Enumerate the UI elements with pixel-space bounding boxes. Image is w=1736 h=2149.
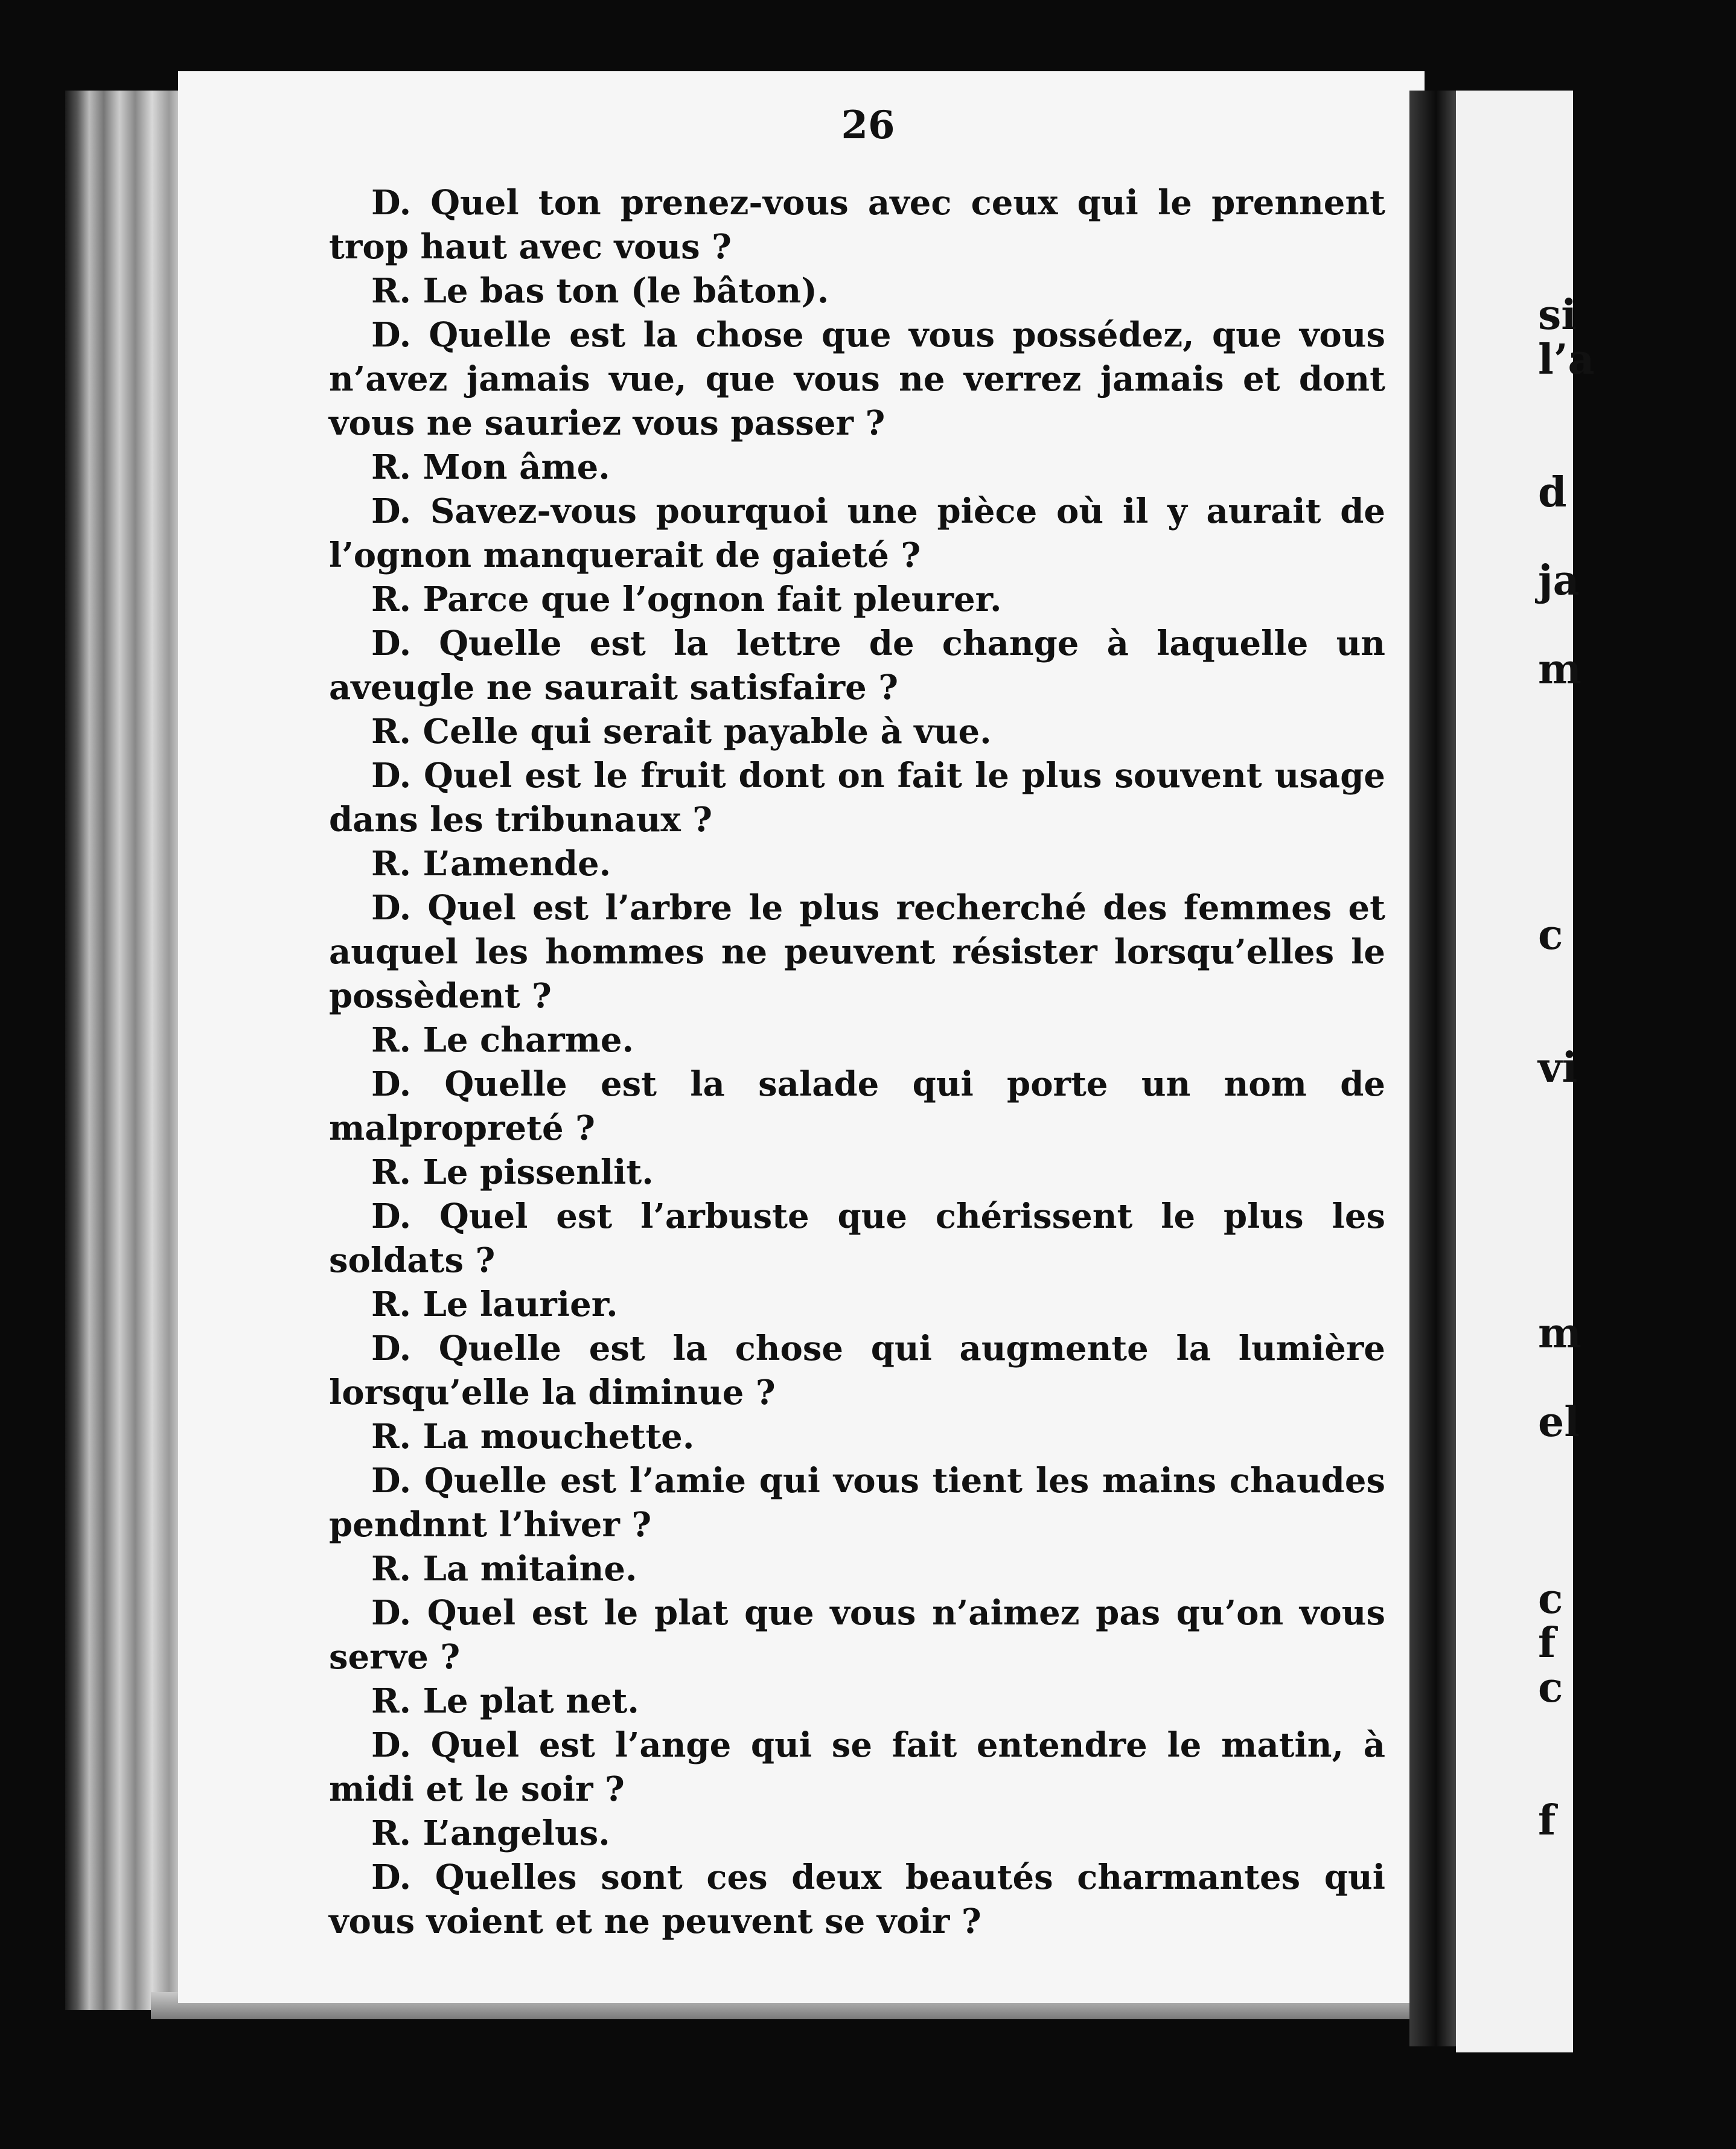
next-page-fragment: l’a: [1538, 336, 1595, 384]
question-paragraph: D. Savez-vous pourquoi une pièce où il y aurait de l’ognon manquerait de gaieté ?: [329, 491, 1385, 575]
page-number: 26: [841, 103, 895, 148]
answer-paragraph: R. L’angelus.: [371, 1813, 610, 1853]
answer-paragraph: R. La mouchette.: [371, 1417, 695, 1457]
next-page-fragment: m: [1538, 645, 1581, 694]
question-paragraph: D. Quelles sont ces deux beautés charmantes qui vous voient et ne peuvent se voir ?: [329, 1857, 1385, 1941]
next-page-fragment: f: [1538, 1619, 1556, 1667]
question-paragraph: D. Quelle est la lettre de change à laquelle un aveugle ne saurait satisfaire ?: [329, 624, 1385, 707]
question-paragraph: D. Quelle est la chose qui augmente la lumière lorsqu’elle la diminue ?: [329, 1329, 1385, 1413]
answer-paragraph: R. Le plat net.: [371, 1681, 639, 1721]
next-page-fragment: si: [1538, 291, 1577, 339]
answer-paragraph: R. Parce que l’ognon fait pleurer.: [371, 580, 1002, 619]
question-paragraph: D. Quelle est la salade qui porte un nom de malpropreté ?: [329, 1064, 1385, 1148]
riddle-text: [329, 181, 1385, 1944]
question-paragraph: D. Quel est l’ange qui se fait entendre le matin, à midi et le soir ?: [329, 1725, 1385, 1809]
answer-paragraph: R. Mon âme.: [371, 447, 610, 487]
next-page-fragment: vi: [1538, 1044, 1578, 1092]
answer-paragraph: R. Celle qui serait payable à vue.: [371, 712, 992, 752]
question-paragraph: D. Quel est le plat que vous n’aimez pas qu’on vous serve ?: [329, 1593, 1385, 1677]
next-page-fragment: c: [1538, 1575, 1563, 1623]
page-gutter: [1409, 91, 1458, 2046]
question-paragraph: D. Quel ton prenez-vous avec ceux qui le prennent trop haut avec vous ?: [329, 183, 1385, 267]
next-page-fragment: c: [1538, 1664, 1563, 1712]
question-paragraph: D. Quel est le fruit dont on fait le plus souvent usage dans les tribunaux ?: [329, 756, 1385, 840]
answer-paragraph: R. Le laurier.: [371, 1285, 618, 1324]
question-paragraph: D. Quelle est la chose que vous possédez, que vous n’avez jamais vue, que vous ne verrez jamais et dont vous ne sauriez vous passer ?: [329, 315, 1385, 443]
question-paragraph: D. Quel est l’arbuste que chérissent le plus les soldats ?: [329, 1196, 1385, 1280]
book-edge-left: [65, 91, 186, 2010]
next-page-fragment: d: [1538, 468, 1567, 517]
answer-paragraph: R. Le bas ton (le bâton).: [371, 271, 829, 311]
answer-paragraph: R. L’amende.: [371, 844, 611, 884]
next-page-fragment: ja: [1538, 557, 1580, 605]
next-page-fragment: f: [1538, 1796, 1556, 1845]
next-page-fragment: el: [1538, 1398, 1580, 1446]
next-page-fragment: c: [1538, 911, 1563, 959]
question-paragraph: D. Quelle est l’amie qui vous tient les mains chaudes pendnnt l’hiver ?: [329, 1461, 1385, 1545]
answer-paragraph: R. Le pissenlit.: [371, 1152, 654, 1192]
question-paragraph: D. Quel est l’arbre le plus recherché des femmes et auquel les hommes ne peuvent résister lorsqu’elles le possèdent ?: [329, 888, 1385, 1016]
answer-paragraph: R. Le charme.: [371, 1020, 634, 1060]
next-page-fragment: m: [1538, 1309, 1581, 1358]
answer-paragraph: R. La mitaine.: [371, 1549, 637, 1589]
